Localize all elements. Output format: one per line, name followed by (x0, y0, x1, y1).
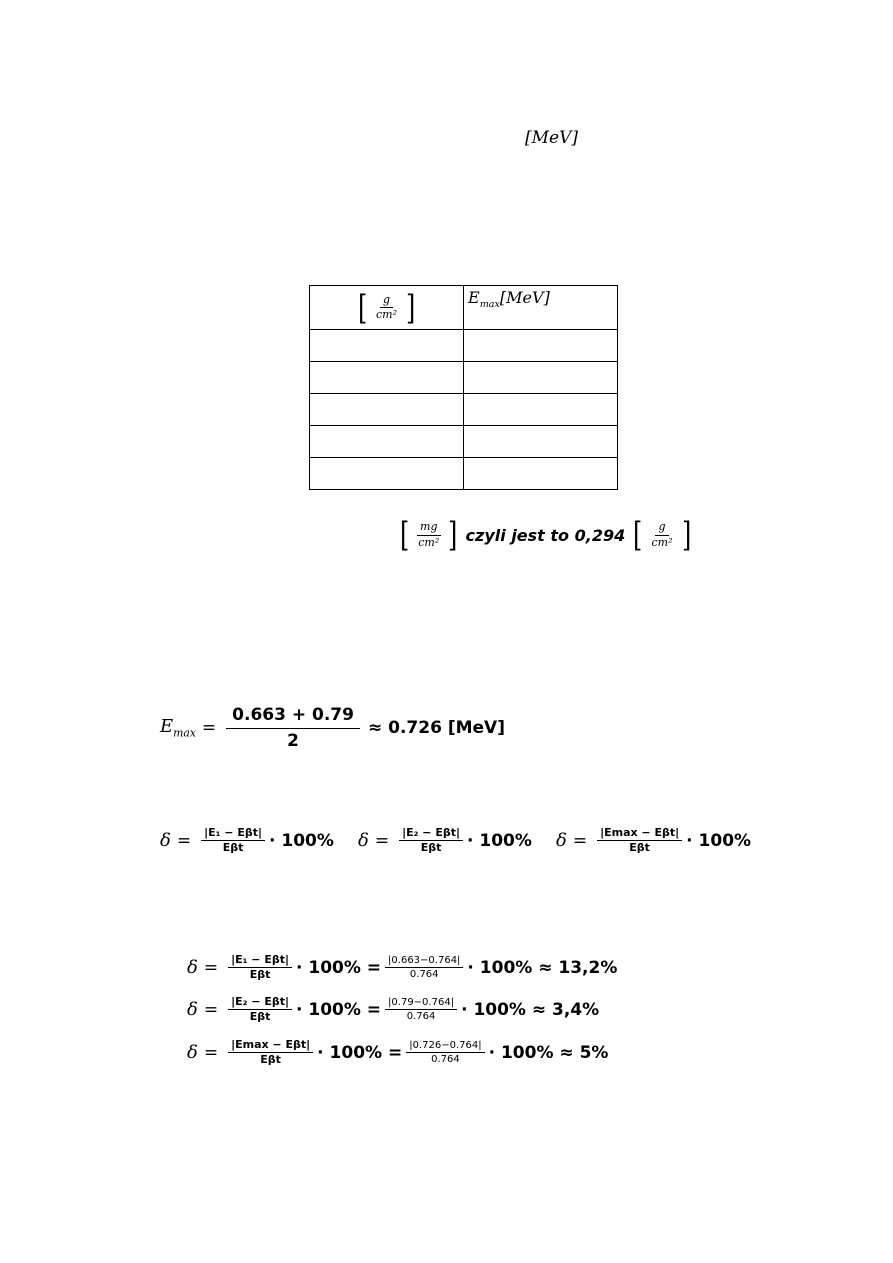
table-header-row (310, 286, 618, 330)
energy-table (309, 285, 618, 490)
table-cell (310, 362, 464, 394)
table-row (310, 330, 618, 362)
table-header-emax: $E_{max}[MeV]$ (464, 286, 618, 330)
table-row (310, 458, 618, 490)
table-cell (310, 394, 464, 426)
table-row (310, 394, 618, 426)
emax-fraction: $\frac{0.663 + 0.79}{2}$ (226, 706, 360, 750)
table-cell (310, 426, 464, 458)
delta-formula-1: δ = $\frac{\text{|E₁ − Eβt|}}{\text{Eβt}}$ · 100% (160, 826, 334, 855)
delta-result-1: δ = $\frac{\text{|E₁ − Eβt|}}{\text{Eβt}}$ · 100% = $\frac{|0.663-0.764|}{0.764}$ · 100% ≈ 13,2% (187, 953, 618, 982)
density-line (398, 515, 693, 555)
delta-formula-3: δ = $\frac{\text{|Emax − Eβt|}}{\text{Eβt}}$ · 100% (556, 826, 752, 855)
table-cell (464, 458, 618, 490)
emax-result: ≈ 0.726 [MeV] (367, 718, 505, 739)
table-row (310, 362, 618, 394)
emax-formula: $E_{max}$ = $\frac{0.663 + 0.79}{2}$ ≈ 0.726 [MeV] (160, 705, 505, 751)
g-unit: [ $\frac{g}{\text{cm²}}$ ] (633, 515, 691, 555)
table-row (310, 426, 618, 458)
emax-lhs: $E_{max}$ (160, 716, 196, 740)
table-header-density (310, 286, 464, 330)
delta-result-3: δ = $\frac{\text{|Emax − Eβt|}}{\text{Eβt}}$ · 100% = $\frac{|0.726-0.764|}{0.764}$ · 100% ≈ 5% (187, 1038, 609, 1067)
density-text: czyli jest to 0,294 (465, 525, 626, 545)
top-unit-label: [MeV] (525, 128, 579, 148)
delta-result-2: δ = $\frac{\text{|E₂ − Eβt|}}{\text{Eβt}}$ · 100% = $\frac{|0.79-0.764|}{0.764}$ · 100% ≈ 3,4% (187, 995, 600, 1024)
density-unit: [ $\frac{g}{\text{cm²}}$ ] (357, 287, 416, 328)
table-cell (464, 330, 618, 362)
table-cell (310, 458, 464, 490)
table-cell (464, 394, 618, 426)
delta-formula-2: δ = $\frac{\text{|E₂ − Eβt|}}{\text{Eβt}}$ · 100% (358, 826, 532, 855)
mg-unit: [ $\frac{mg}{\text{cm²}}$ ] (399, 515, 458, 555)
table-cell (464, 362, 618, 394)
table-cell (464, 426, 618, 458)
table-cell (310, 330, 464, 362)
